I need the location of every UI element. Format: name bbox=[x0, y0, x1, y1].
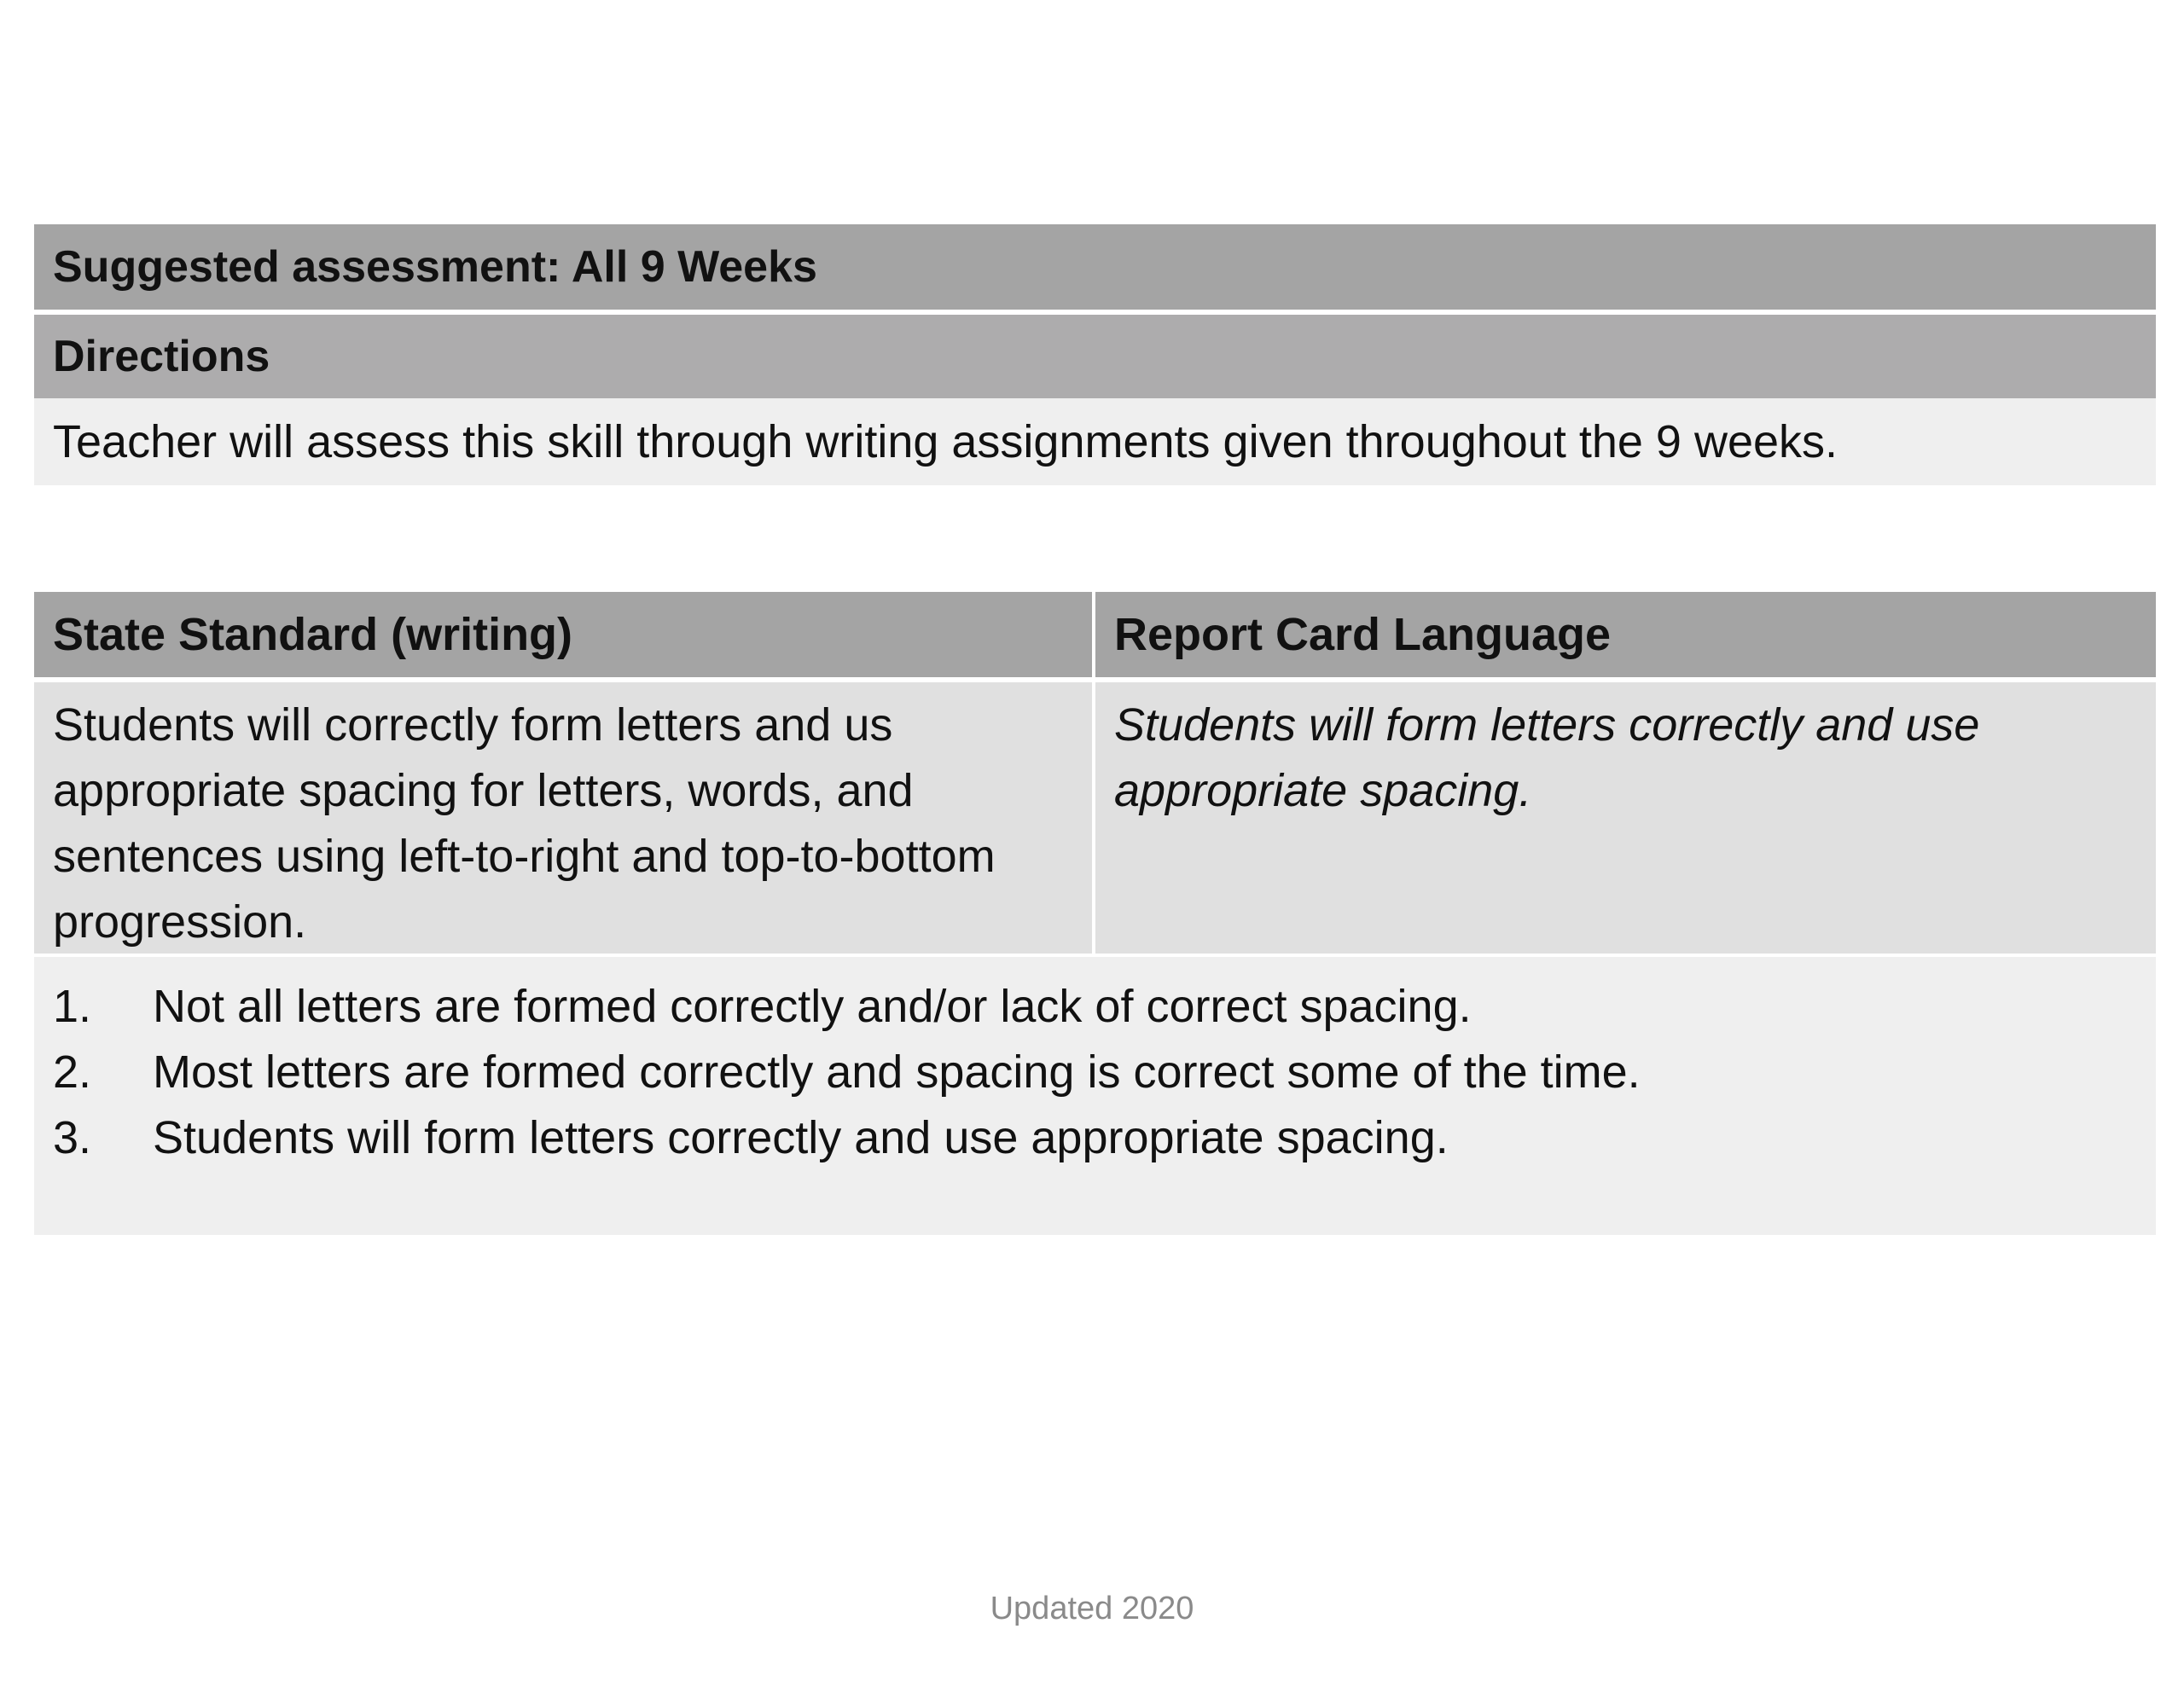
header-report-card-language: Report Card Language bbox=[1095, 592, 2156, 677]
list-item bbox=[53, 1105, 2137, 1171]
assessment-title: Suggested assessment: All 9 Weeks bbox=[34, 224, 2156, 310]
scale-number: 3. bbox=[53, 1112, 92, 1163]
scale-number: 2. bbox=[53, 1046, 92, 1098]
report-card-text: Students will form letters correctly and use appropriate spacing. bbox=[1095, 682, 2156, 954]
scale-text: Not all letters are formed correctly and/or lack of correct spacing. bbox=[153, 981, 1472, 1032]
scale-list bbox=[53, 974, 2137, 1171]
assessment-block bbox=[34, 224, 2156, 485]
scale-text: Most letters are formed correctly and spacing is correct some of the time. bbox=[153, 1046, 1641, 1098]
directions-heading: Directions bbox=[34, 315, 2156, 398]
table-row bbox=[34, 682, 2156, 954]
list-item bbox=[53, 974, 2137, 1040]
standard-table bbox=[34, 592, 2156, 1235]
state-standard-text: Students will correctly form letters and us appropriate spacing for letters, words, and sentences using left-to-right and top-to-bottom progression. bbox=[34, 682, 1092, 954]
footer-updated: Updated 2020 bbox=[990, 1591, 1194, 1626]
table-header-row bbox=[34, 592, 2156, 677]
scale-text: Students will form letters correctly and use appropriate spacing. bbox=[153, 1112, 1449, 1163]
header-state-standard: State Standard (writing) bbox=[34, 592, 1092, 677]
scale-number: 1. bbox=[53, 981, 92, 1032]
directions-text: Teacher will assess this skill through writing assignments given throughout the 9 weeks. bbox=[34, 398, 2156, 485]
scoring-scale bbox=[34, 957, 2156, 1235]
list-item bbox=[53, 1040, 2137, 1105]
